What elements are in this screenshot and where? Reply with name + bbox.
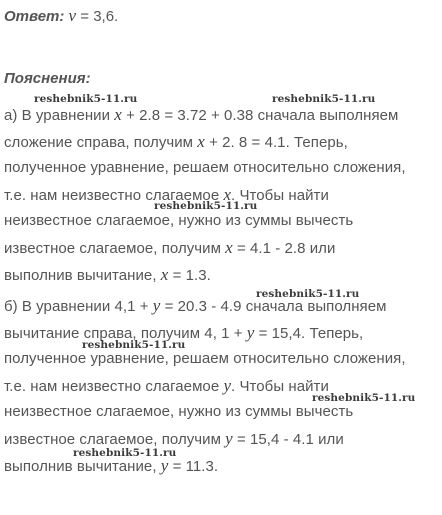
line-text: т.е. нам неизвестно слагаемое xyxy=(4,186,224,204)
explanation-line xyxy=(4,376,329,397)
line-text: = 15,4 - 4.1 или xyxy=(232,431,344,448)
line-text: = 15,4. Теперь, xyxy=(254,324,364,342)
line-text: известное слагаемое, получим xyxy=(4,431,226,448)
line-text: неизвестное слагаемое, нужно из суммы вычесть xyxy=(4,403,354,421)
watermark: reshebnik5-11.ru xyxy=(272,93,376,105)
math-variable: y xyxy=(225,429,233,448)
explanation-line xyxy=(4,211,353,231)
answer-variable: v xyxy=(68,6,77,25)
line-text: = 1.3. xyxy=(168,266,211,284)
line-text: = 20.3 - 4.9 сначала выполняем xyxy=(160,298,387,315)
line-text: полученное уравнение, решаем относительно сложения, xyxy=(4,159,406,177)
line-text: + 2. 8 = 4.1. Теперь, xyxy=(204,133,348,151)
line-text: известное слагаемое, получим xyxy=(4,240,226,257)
line-text: вычитание справа, получим 4, 1 + xyxy=(4,324,247,342)
line-text: . Чтобы найти xyxy=(231,186,329,204)
explanation-line xyxy=(4,238,335,259)
explanation-line xyxy=(4,132,348,153)
line-text: = 4.1 - 2.8 или xyxy=(232,240,336,257)
math-variable: x xyxy=(114,105,122,124)
line-text: сложение справа, получим xyxy=(4,133,198,151)
math-variable: x xyxy=(160,264,169,284)
line-text: . Чтобы найти xyxy=(231,377,329,395)
math-variable: y xyxy=(152,296,161,315)
line-text: б) В уравнении 4,1 + xyxy=(4,298,153,315)
answer-label: Ответ: xyxy=(4,8,65,25)
answer-value: = 3,6. xyxy=(76,8,119,25)
line-text: выполнив вычитание, xyxy=(4,457,161,475)
line-text: = 11.3. xyxy=(168,457,219,475)
math-variable: y xyxy=(223,375,232,395)
explanation-heading: Пояснения: xyxy=(4,70,91,87)
line-text: полученное уравнение, решаем относительно сложения, xyxy=(4,350,406,368)
math-variable: y xyxy=(160,455,169,475)
line-text: неизвестное слагаемое, нужно из суммы вычесть xyxy=(4,212,354,230)
math-variable: y xyxy=(246,322,255,342)
watermark: reshebnik5-11.ru xyxy=(154,200,258,212)
line-text: выполнив вычитание, xyxy=(4,266,161,284)
line-text: а) В уравнении xyxy=(4,107,115,124)
explanation-line xyxy=(4,158,406,178)
watermark: reshebnik5-11.ru xyxy=(256,288,360,300)
explanation-line xyxy=(4,265,211,286)
line-text: т.е. нам неизвестно слагаемое xyxy=(4,377,224,395)
watermark: reshebnik5-11.ru xyxy=(73,447,177,459)
watermark: reshebnik5-11.ru xyxy=(34,93,138,105)
explanation-line xyxy=(4,349,406,369)
watermark: reshebnik5-11.ru xyxy=(82,339,186,351)
math-variable: x xyxy=(223,184,232,204)
explanation-line xyxy=(4,402,353,422)
watermark: reshebnik5-11.ru xyxy=(312,392,416,404)
math-variable: x xyxy=(197,131,205,151)
math-variable: x xyxy=(225,238,233,257)
explanation-line xyxy=(4,105,398,126)
line-text: + 2.8 = 3.72 + 0.38 сначала выполняем xyxy=(121,107,399,124)
answer-line xyxy=(4,6,118,26)
